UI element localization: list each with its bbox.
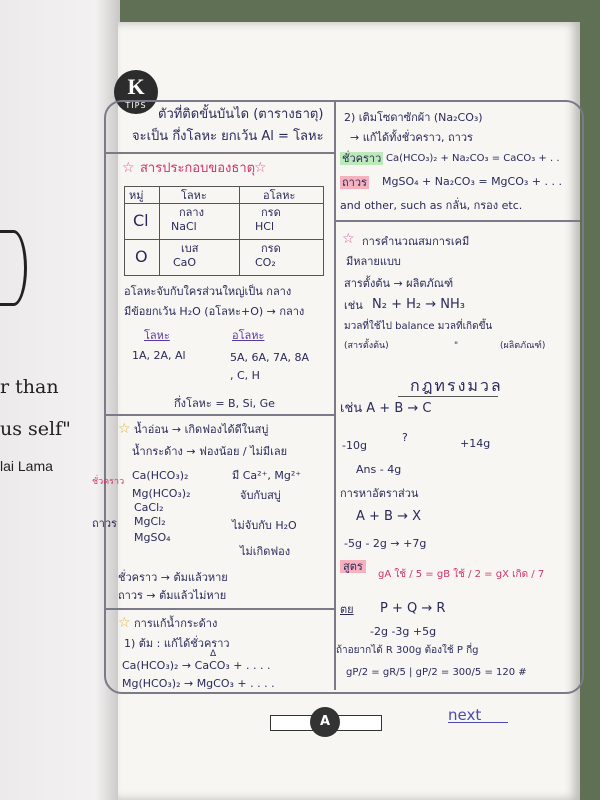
permanent-item: MgCl₂ (134, 515, 166, 528)
quote-line-2: us self" (0, 418, 71, 440)
table-header-metal: โลหะ (181, 189, 207, 202)
table-cell-group: O (135, 247, 148, 266)
arrow-right-icon (448, 722, 508, 723)
nonmetal-groups: 5A, 6A, 7A, 8A (230, 351, 310, 364)
divider (398, 396, 498, 397)
metal-label: โลหะ (144, 329, 170, 342)
ratio-equation: A + B → X (356, 509, 422, 524)
table-cell-metal-type: กลาง (179, 206, 204, 219)
example-solution: gP/2 = gR/5 | gP/2 = 300/5 = 120 # (346, 667, 527, 678)
ions-line-2: จับกับสบู่ (240, 489, 281, 502)
divider (104, 152, 334, 154)
temporary-note: ชั่วคราว → ต้มแล้วหาย (118, 571, 228, 584)
table-cell-nonmetal: CO₂ (255, 256, 276, 269)
other-methods: and other, such as กลั่น, กรอง etc. (340, 199, 523, 212)
ions-line-3: ไม่จับกับ H₂O (232, 519, 297, 532)
law-value: -10g (342, 439, 367, 452)
bracket-product: (ผลิตภัณฑ์) (500, 341, 546, 351)
table-cell-group: Cl (133, 211, 149, 230)
permanent-equation: MgSO₄ + Na₂CO₃ = MgCO₃ + . . . (382, 175, 562, 188)
table-cell-metal: NaCl (171, 220, 197, 233)
left-page (0, 0, 120, 800)
balance-subtitle: มีหลายแบบ (346, 255, 401, 268)
temporary-label: ชั่วคราว (92, 477, 125, 487)
page-letter: A (310, 707, 340, 737)
nonmetal-label: อโลหะ (232, 329, 265, 342)
bracket-reactant: (สารตั้งต้น) (344, 341, 389, 351)
temporary-item: Ca(HCO₃)₂ (132, 469, 189, 482)
bracket-ditto: " (454, 341, 459, 351)
temporary-label: ชั่วคราว (342, 152, 382, 165)
rule-paragraph-2: มีข้อยกเว้น H₂O (อโลหะ+O) → กลาง (124, 305, 305, 318)
compound-table (124, 186, 324, 276)
star-icon: ☆ (342, 231, 355, 247)
permanent-item: MgSO₄ (134, 531, 171, 544)
rule-paragraph-1: อโลหะจับกับใครส่วนใหญ่เป็น กลาง (124, 285, 292, 298)
formula-label: สูตร (340, 560, 366, 573)
intro-line-1: ตัวที่ติดขั้นบันได (ตารางธาตุ) (158, 107, 324, 122)
next-note: next (448, 706, 482, 724)
compound-title: สารประกอบของธาตุ (140, 161, 256, 176)
star-icon: ☆ (118, 421, 131, 437)
permanent-item: CaCl₂ (134, 501, 164, 514)
intro-line-2: จะเป็น กึ่งโลหะ ยกเว้น Al = โลหะ (132, 129, 324, 144)
table-cell-nonmetal-type: กรด (261, 242, 281, 255)
permanent-label: ถาวร (342, 176, 367, 189)
balance-title: การคำนวณสมการเคมี (362, 235, 470, 248)
fix-equation-1: Ca(HCO₃)₂ → CaCO₃ + . . . . (122, 659, 271, 672)
example-reaction: P + Q → R (380, 601, 446, 616)
table-cell-metal: CaO (173, 256, 197, 269)
nonmetal-extra: , C, H (230, 369, 260, 382)
ions-line-4: ไม่เกิดฟอง (240, 545, 291, 558)
table-cell-nonmetal-type: กรด (261, 206, 281, 219)
ratio-title: การหาอัตราส่วน (340, 487, 419, 500)
semimetal-line: กึ่งโลหะ = B, Si, Ge (174, 397, 275, 410)
table-cell-metal-type: เบส (181, 242, 199, 255)
law-equation: เช่น A + B → C (340, 401, 432, 416)
step-2-title: 2) เติมโซดาซักผ้า (Na₂CO₃) (344, 111, 483, 124)
left-page-illustration (0, 230, 27, 306)
example-values: -2g -3g +5g (370, 625, 437, 638)
formula: gA ใช้ / 5 = gB ใช้ / 2 = gX เกิด / 7 (378, 569, 545, 580)
ions-line-1: มี Ca²⁺, Mg²⁺ (232, 469, 302, 482)
temporary-item: Mg(HCO₃)₂ (132, 487, 191, 500)
table-cell-nonmetal: HCl (255, 220, 275, 233)
example-equation: N₂ + H₂ → NH₃ (372, 297, 465, 312)
fix-step-1: 1) ต้ม : แก้ได้ชั่วคราว (124, 637, 230, 650)
star-icon: ☆ (122, 160, 135, 176)
quote-line-1: r than (0, 376, 59, 398)
divider (334, 220, 580, 222)
permanent-note: ถาวร → ต้มแล้วไม่หาย (118, 589, 227, 602)
example-short-label: ตย (340, 603, 354, 616)
law-value: ? (402, 431, 408, 444)
divider (104, 414, 334, 416)
step-2-subtitle: → แก้ได้ทั้งชั่วคราว, ถาวร (350, 131, 473, 144)
page-footer-badge (270, 707, 380, 737)
column-divider (334, 100, 336, 690)
ktips-logo: K TIPS (114, 70, 158, 114)
metal-groups: 1A, 2A, Al (132, 349, 186, 362)
quote-attribution: lai Lama (0, 458, 53, 474)
temporary-equation: Ca(HCO₃)₂ + Na₂CO₃ = CaCO₃ + . . (386, 153, 560, 164)
table-header-nonmetal: อโลหะ (263, 189, 296, 202)
balance-note: มวลที่ใช้ไป balance มวลที่เกิดขึ้น (344, 321, 493, 332)
divider (104, 608, 334, 610)
law-answer: Ans - 4g (356, 463, 402, 476)
fix-equation-2: Mg(HCO₃)₂ → MgCO₃ + . . . . (122, 677, 275, 690)
reactant-product-line: สารตั้งต้น → ผลิตภัณฑ์ (344, 277, 454, 290)
fix-title: การแก้น้ำกระด้าง (134, 617, 218, 630)
permanent-label: ถาวร (92, 517, 117, 530)
star-icon: ☆ (254, 160, 267, 176)
hardwater-line: น้ำกระด้าง → ฟองน้อย / ไม่มีเลย (132, 445, 288, 458)
law-value: +14g (460, 437, 491, 450)
ratio-values: -5g - 2g → +7g (344, 537, 427, 550)
example-question: ถ้าอยากได้ R 300g ต้องใช้ P กี่g (336, 645, 479, 656)
table-header-group: หมู่ (129, 189, 144, 202)
example-label: เช่น (344, 299, 363, 312)
law-title: กฎทรงมวล (410, 376, 503, 395)
star-icon: ☆ (118, 615, 131, 631)
softwater-title: น้ำอ่อน → เกิดฟองได้ดีในสบู่ (134, 423, 269, 436)
heat-symbol: Δ (210, 649, 217, 659)
